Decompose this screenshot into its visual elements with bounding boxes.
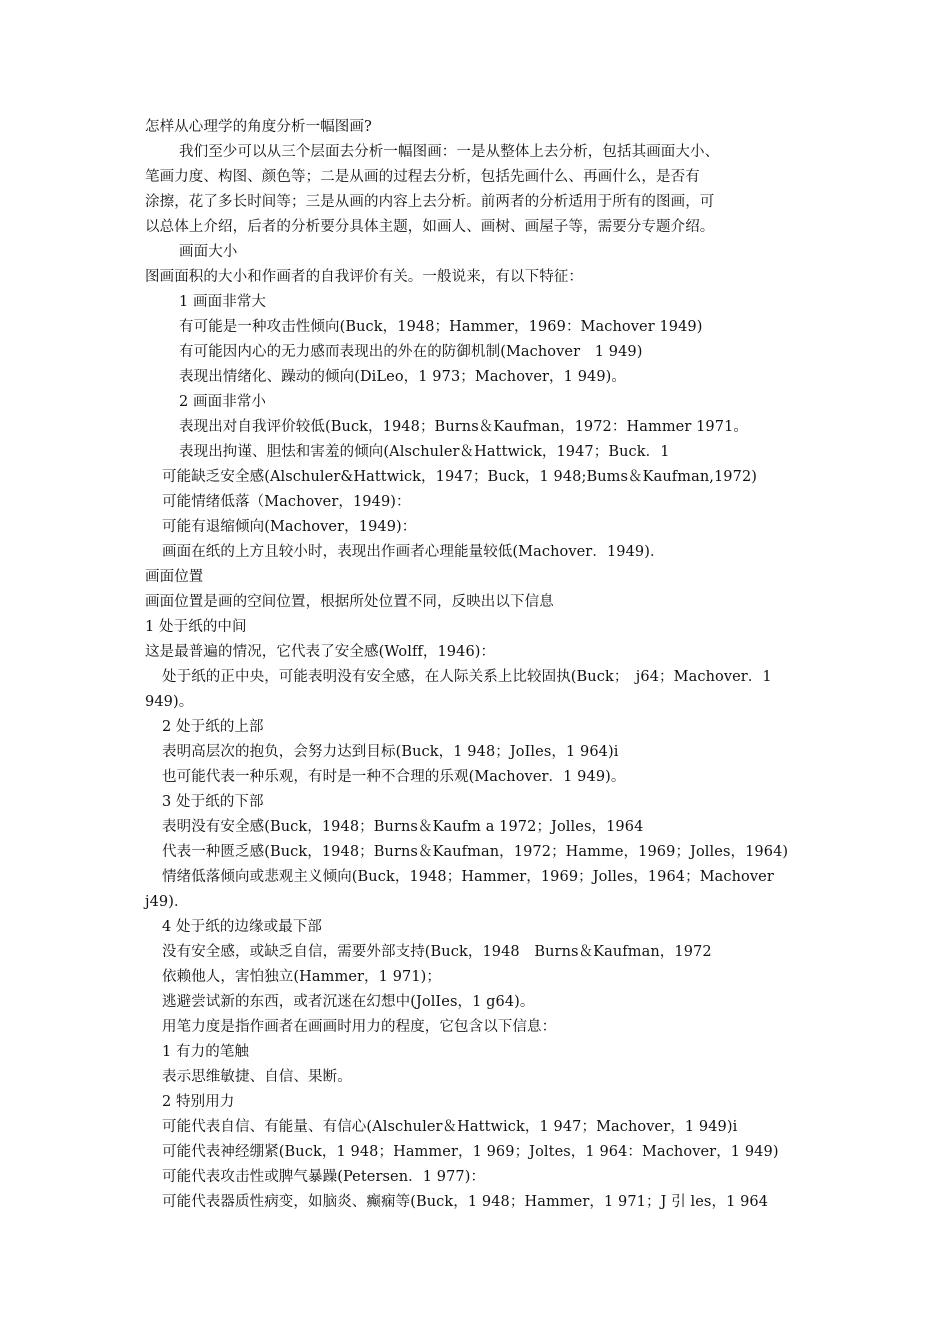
list-item: 表现出情绪化、躁动的倾向(DiLeo，1 973；Machover，1 949)。	[179, 369, 627, 385]
list-item: 可能代表器质性病变，如脑炎、癫痫等(Buck，1 948；Hammer，1 971；J 引 les，1 964	[162, 1194, 769, 1210]
list-item: 表现出对自我评价较低(Buck，1948；Burns＆Kaufman，1972：Hammer 1971。	[179, 419, 748, 435]
paragraph-line: 涂擦，花了多长时间等；三是从画的内容上去分析。前两者的分析适用于所有的图画，可	[145, 194, 715, 210]
list-item: 可能缺乏安全感(Alschuler&Hattwick，1947；Buck，1 948;Bums＆Kaufman,1972)	[162, 469, 758, 485]
paragraph-line: 我们至少可以从三个层面去分析一幅图画：一是从整体上去分析，包括其画面大小、	[179, 144, 720, 160]
list-item: 可能代表自信、有能量、有信心(Alschuler＆Hattwick，1 947；Machover，1 949)i	[162, 1119, 738, 1135]
section-heading: 画面大小	[179, 244, 238, 260]
paragraph-line: 以总体上介绍，后者的分析要分具体主题，如画人、画树、画屋子等，需要分专题介绍。	[145, 219, 715, 235]
list-item: 表明没有安全感(Buck，1948；Burns＆Kaufm a 1972；Jolles，1964	[162, 819, 644, 835]
list-item: 有可能因内心的无力感而表现出的外在的防御机制(Machover 1 949)	[179, 344, 643, 360]
list-item: 画面在纸的上方且较小时，表现出作画者心理能量较低(Machover．1949)．	[162, 544, 665, 560]
subheading: 2 处于纸的上部	[162, 719, 264, 735]
paragraph-line: 用笔力度是指作画者在画画时用力的程度，它包含以下信息：	[162, 1019, 557, 1035]
subheading: 1 处于纸的中间	[145, 619, 247, 635]
list-item: 表明高层次的抱负，会努力达到目标(Buck，1 948；JoIles，1 964)i	[162, 744, 619, 760]
list-item: 可能代表神经绷紧(Buck，1 948；Hammer，1 969；Joltes，1 964：Machover，1 949)	[162, 1144, 779, 1160]
list-item: 也可能代表一种乐观，有时是一种不合理的乐观(Machover．1 949)。	[162, 769, 626, 785]
list-item: 没有安全感，或缺乏自信，需要外部支持(Buck，1948 Burns＆Kaufman，1972	[162, 944, 712, 960]
list-item: 可能情绪低落（Machover，1949)：	[162, 494, 411, 510]
list-item: 逃避尝试新的东西，或者沉迷在幻想中(JolIes，1 g64)。	[162, 994, 535, 1010]
document-title: 怎样从心理学的角度分析一幅图画?	[145, 119, 372, 135]
list-item: 表现出拘谨、胆怯和害羞的倾向(Alschuler＆Hattwick，1947；Buck．1	[179, 444, 670, 460]
paragraph-line: 笔画力度、构图、颜色等；二是从画的过程去分析，包括先画什么、再画什么，是否有	[145, 169, 700, 185]
list-item: 表示思维敏捷、自信、果断。	[162, 1069, 352, 1085]
list-item-continuation: 949)。	[145, 694, 194, 710]
subheading: 3 处于纸的下部	[162, 794, 264, 810]
paragraph-line: 图画面积的大小和作画者的自我评价有关。一般说来，有以下特征：	[145, 269, 583, 285]
list-item: 可能有退缩倾向(Machover，1949)：	[162, 519, 417, 535]
list-item: 可能代表攻击性或脾气暴躁(Petersen．1 977)：	[162, 1169, 486, 1185]
section-heading: 画面位置	[145, 569, 204, 585]
subheading: 2 特别用力	[162, 1094, 235, 1110]
subheading: 1 画面非常大	[179, 294, 267, 310]
paragraph-line: 这是最普遍的情况，它代表了安全感(Wolff，1946)：	[145, 644, 496, 660]
list-item: 处于纸的正中央，可能表明没有安全感，在人际关系上比较固执(Buck； j64；Machover．1	[162, 669, 772, 685]
list-item-continuation: j49)．	[145, 894, 189, 910]
paragraph-line: 画面位置是画的空间位置，根据所处位置不同，反映出以下信息	[145, 594, 554, 610]
subheading: 4 处于纸的边缘或最下部	[162, 919, 323, 935]
list-item: 情绪低落倾向或悲观主义倾向(Buck，1948；Hammer，1969；Jolles，1964；Machover	[162, 869, 774, 885]
list-item: 有可能是一种攻击性倾向(Buck，1948；Hammer，1969：Machover 1949)	[179, 319, 703, 335]
list-item: 依赖他人，害怕独立(Hammer，1 971)；	[162, 969, 442, 985]
subheading: 1 有力的笔触	[162, 1044, 250, 1060]
subheading: 2 画面非常小	[179, 394, 267, 410]
list-item: 代表一种匮乏感(Buck，1948；Burns＆Kaufman，1972；Hamme，1969；Jolles，1964)	[162, 844, 789, 860]
